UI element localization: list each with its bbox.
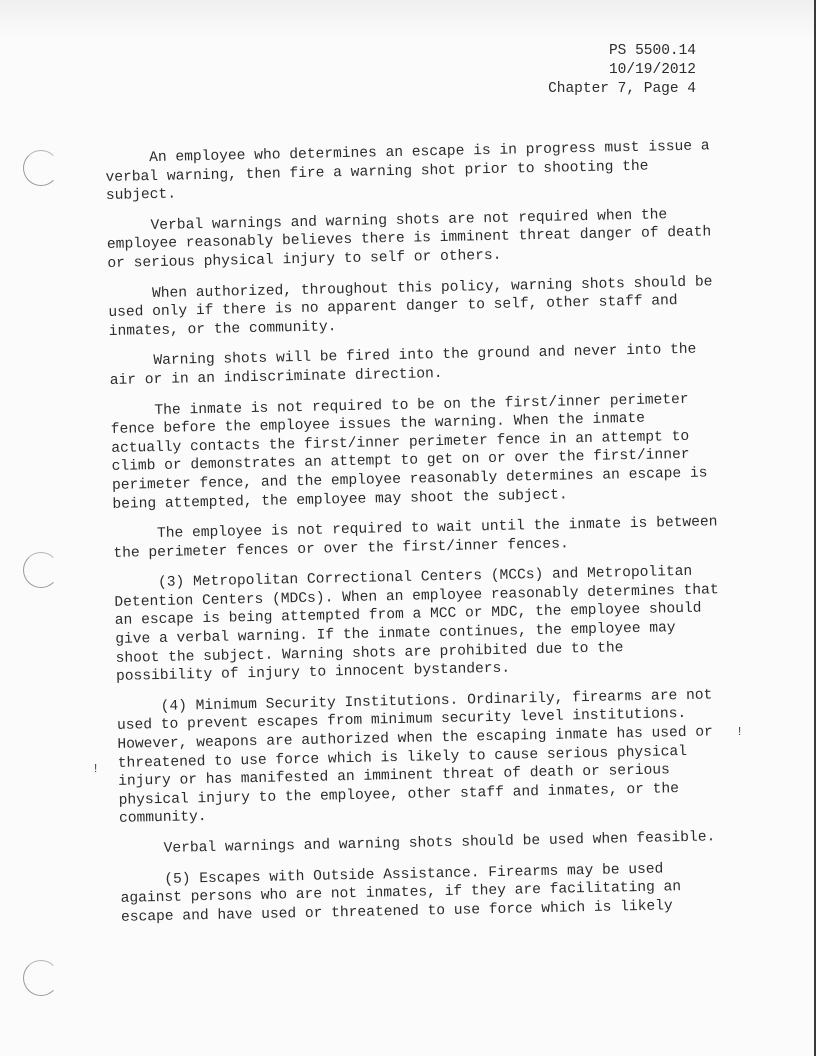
paragraph: (4) Minimum Security Institutions. Ordinarily, firearms are not used to prevent escapes from minimum security level institutions. However, weapons are authorized when the escaping inmate has used or threatened to use force which is likely to cause serious physical injury or has manifested an imminent threat of death or serious physical injury to the employee, other staff and inmates, or the community. <box>116 687 714 828</box>
paragraph: The inmate is not required to be on the first/inner perimeter fence before the employee issues the warning. When the inmate actually contacts the first/inner perimeter fence in an attempt to climb or demonstrates an attempt to get on or over the first/inner perimeter fence, and the employee reasonably determines an escape is being attempted, the employee may shoot the subject. <box>110 391 708 513</box>
punch-hole <box>23 960 59 996</box>
punch-hole <box>23 150 59 186</box>
paragraph: The employee is not required to wait until the inmate is between the perimeter fences or over the first/inner fences. <box>113 514 718 562</box>
paragraph: (5) Escapes with Outside Assistance. Firearms may be used against persons who are not inmates, if they are facilitating an escape and have used or threatened to use force which is likely <box>120 861 682 926</box>
document-date: 10/19/2012 <box>608 62 696 78</box>
document-body <box>105 137 726 939</box>
margin-mark: ! <box>92 762 100 776</box>
page-header <box>548 42 696 99</box>
paragraph: Verbal warnings and warning shots should be used when feasible. <box>163 829 716 857</box>
document-number: PS 5500.14 <box>608 43 696 59</box>
scan-top-shadow <box>0 0 816 40</box>
margin-mark: ! <box>736 725 744 739</box>
punch-hole <box>23 552 59 588</box>
paragraph: When authorized, throughout this policy, warning shots should be used only if there is no apparent danger to self, other staff and inmates, or the community. <box>108 273 713 340</box>
paragraph: (3) Metropolitan Correctional Centers (MCCs) and Metropolitan Detention Centers (MDCs). When an employee reasonably determines that an escape is being attempted from a MCC or MDC, the employee should give a verbal warning. If the inmate continues, the employee may shoot the subject. Warning shots are prohibited due to the possibility of injury to innocent bystanders. <box>114 564 719 686</box>
chapter-page: Chapter 7, Page 4 <box>548 81 696 97</box>
paragraph: Warning shots will be fired into the ground and never into the air or in an indiscriminate direction. <box>109 342 697 389</box>
paragraph: An employee who determines an escape is in progress must issue a verbal warning, then fire a warning shot prior to shooting the subject. <box>105 138 710 205</box>
paragraph: Verbal warnings and warning shots are not required when the employee reasonably believes there is imminent threat danger of death or serious physical injury to self or others. <box>106 207 712 272</box>
